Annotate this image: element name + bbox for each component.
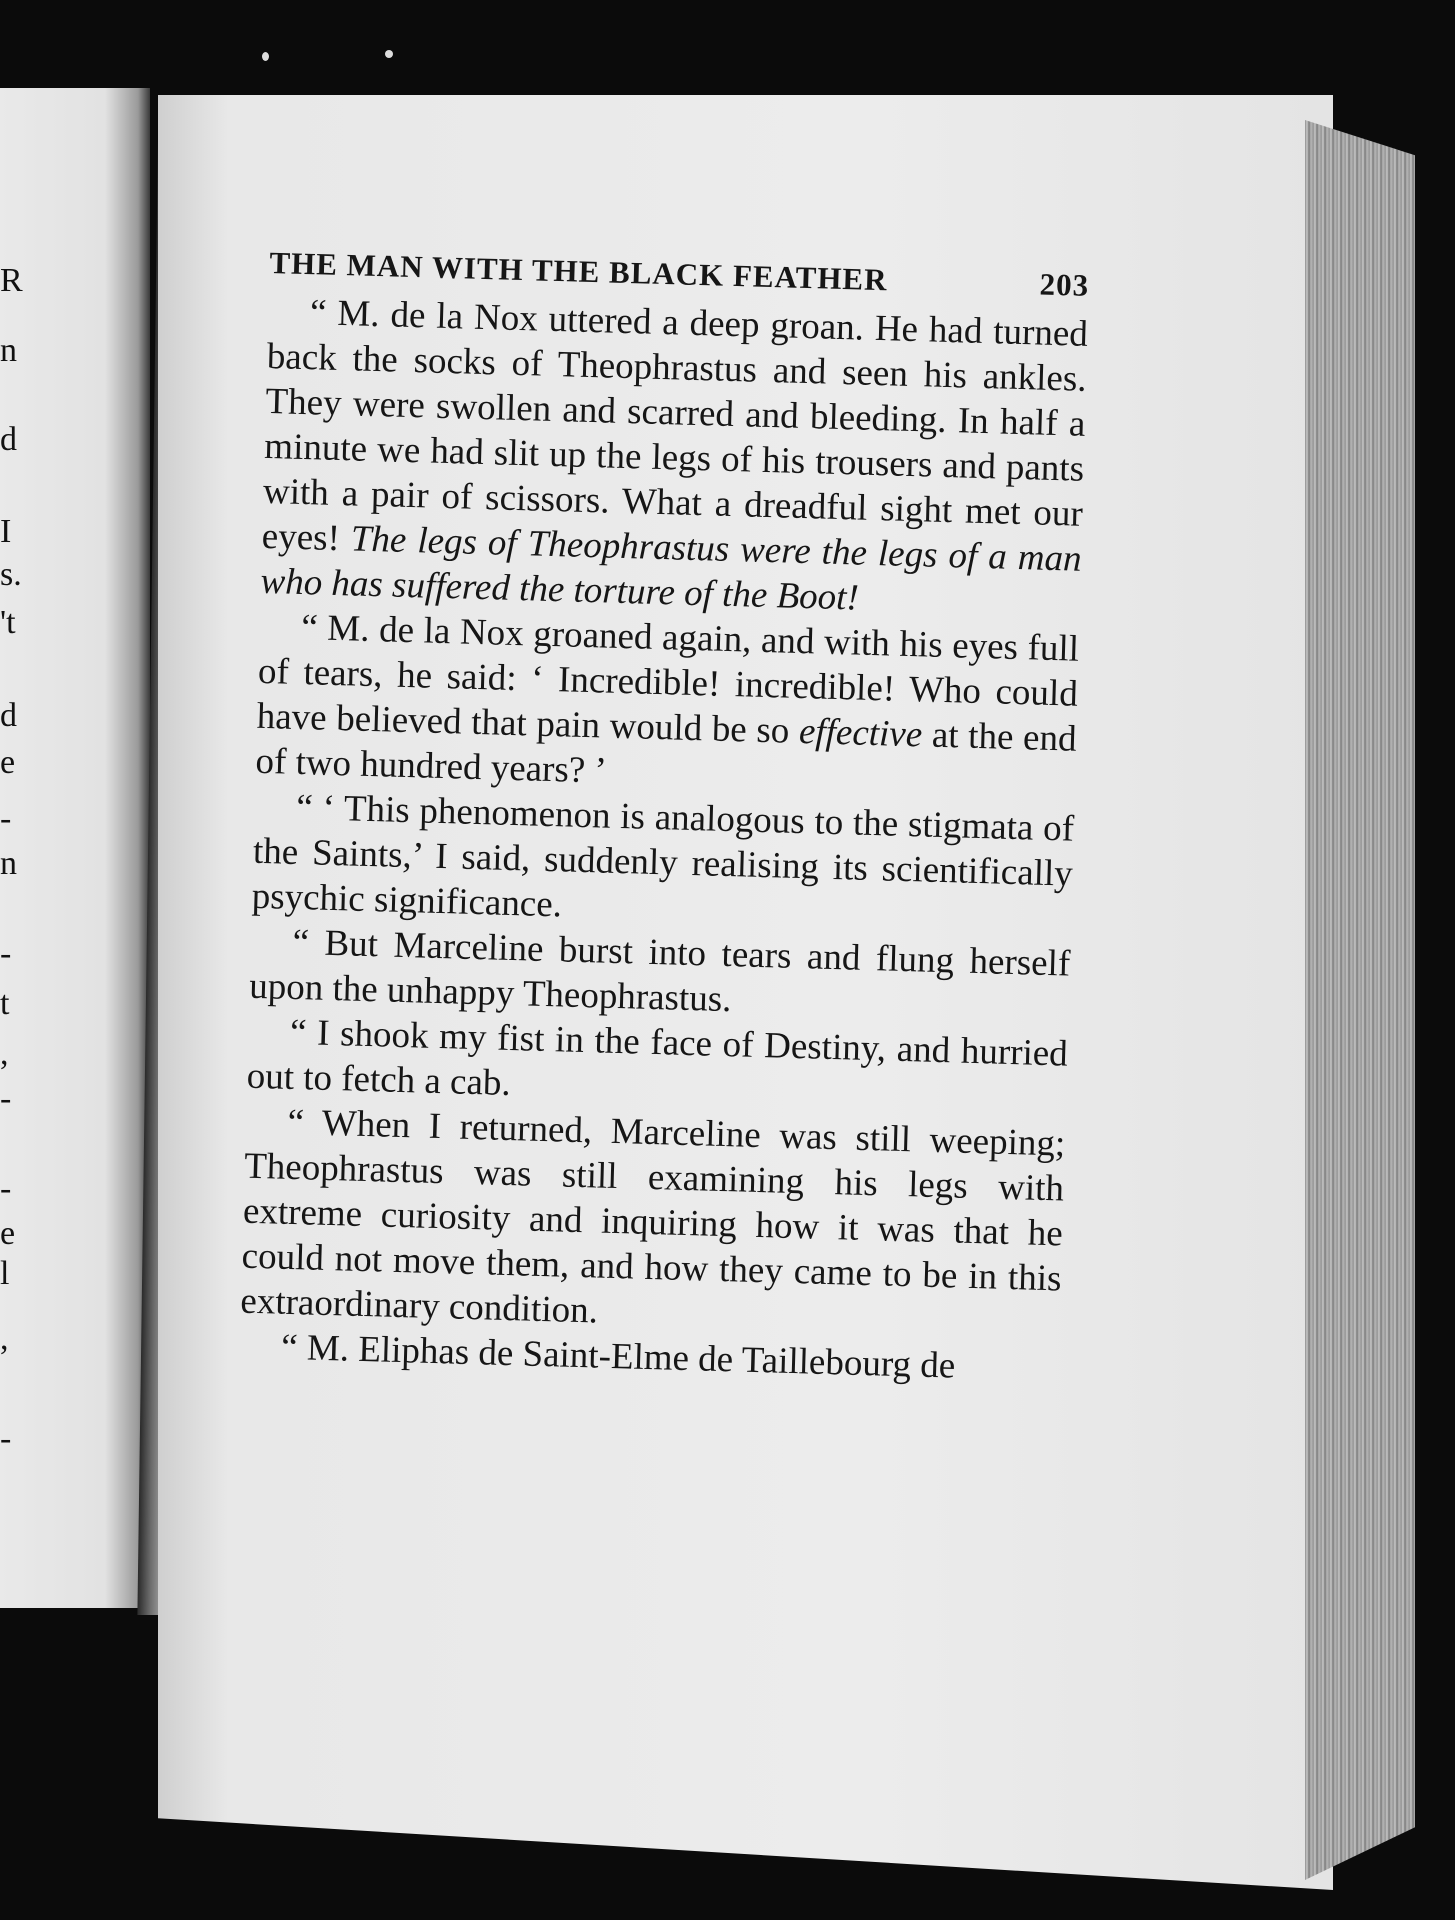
left-page-letter: -: [0, 1420, 12, 1457]
dust-speck: [262, 52, 269, 61]
page-text: [239, 245, 1090, 1391]
left-page-letter: l: [0, 1255, 10, 1292]
text-run: “ M. Eliphas de Saint-Elme de Taillebourg de: [280, 1326, 956, 1387]
italic-text: effective: [798, 710, 923, 756]
left-page-letter: I: [0, 513, 12, 550]
dust-speck: [385, 50, 393, 58]
left-page-letter: e: [0, 744, 16, 781]
left-page-letter: t: [0, 985, 10, 1022]
page-edges: [1305, 120, 1415, 1880]
left-page-letter: 't: [0, 604, 16, 641]
text-run: “ I shook my fist in the face of Destiny, and hurried out to fetch a cab.: [246, 1011, 1069, 1105]
left-page: [0, 88, 150, 1608]
text-run: at the end of two hundred years? ’: [255, 714, 1078, 792]
left-page-letter: e: [0, 1215, 16, 1252]
text-run: “ But Marceline burst into tears and flung herself upon the unhappy Theophrastus.: [248, 921, 1071, 1021]
running-head-title: THE MAN WITH THE BLACK FEATHER: [269, 245, 889, 298]
left-page-letter: d: [0, 421, 17, 458]
left-page-letter: s.: [0, 556, 22, 593]
text-run: “ M. de la Nox uttered a deep groan. He had turned back the socks of Theophrastus and seen his ankles. They were swollen and scarred and bleeding. In half a minute we had slit up the legs of his trousers and pants with a pair of scissors. What a dreadful sight met our eyes!: [261, 292, 1089, 560]
paragraph: [260, 289, 1088, 627]
paragraph: [255, 604, 1080, 807]
text-run: “ ‘ This phenomenon is analogous to the stigmata of the Saints,’ I said, suddenly realising its scientifically psychic significance.: [251, 786, 1075, 926]
left-page-letter: n: [0, 845, 17, 882]
left-page-letter: -: [0, 935, 12, 972]
left-page-letter: -: [0, 800, 12, 837]
italic-text: The legs of Theophrastus were the legs of a man who has suffered the torture of the Boot!: [260, 518, 1083, 619]
paragraph: [240, 1099, 1066, 1347]
left-page-letter: n: [0, 332, 17, 369]
left-page-letter: -: [0, 1080, 12, 1117]
page-number: 203: [1039, 266, 1090, 303]
left-page-letter: ,: [0, 1320, 9, 1357]
left-page-letter: R: [0, 262, 23, 299]
body-text: [239, 289, 1089, 1391]
paragraph: [251, 784, 1074, 942]
text-run: “ M. de la Nox groaned again, and with his eyes full of tears, he said: ‘ Incredible! incredible! Who could have believed that pain would be so: [256, 607, 1080, 752]
text-run: “ When I returned, Marceline was still weeping; Theophrastus was still examining his legs with extreme curiosity and inquiring how it was that he could not move them, and how they came to be in this extraordinary condition.: [239, 1101, 1066, 1332]
left-page-letter: d: [0, 697, 17, 734]
left-page-letter: -: [0, 1170, 12, 1207]
left-page-letter: ,: [0, 1035, 9, 1072]
